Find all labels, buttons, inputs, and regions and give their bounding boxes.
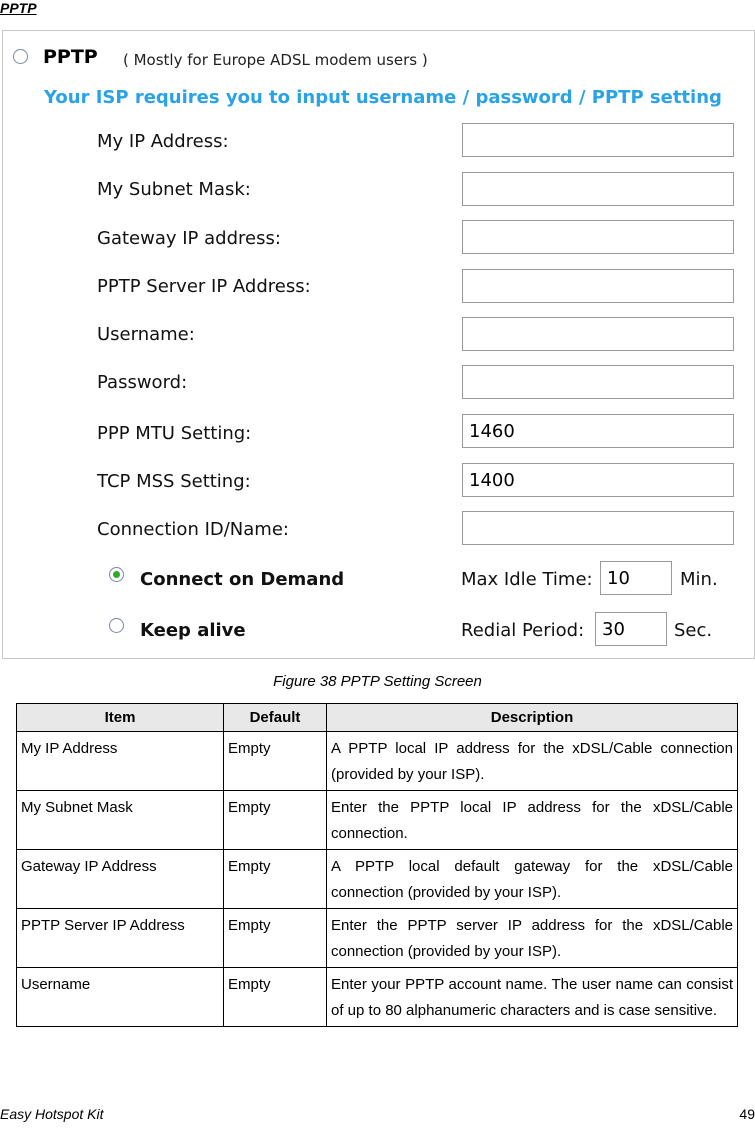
max-idle-time-unit: Min. [680, 569, 718, 590]
tcp-mss-input[interactable] [462, 463, 734, 497]
page-number: 49 [739, 1106, 755, 1122]
header-item: Item [17, 704, 224, 732]
row-default: Empty [224, 909, 327, 968]
table-row [17, 791, 738, 850]
row-item: My Subnet Mask [17, 791, 224, 850]
row-description: Enter the PPTP server IP address for the xDSL/Cable connection (provided by your ISP). [327, 909, 738, 968]
row-description: Enter the PPTP local IP address for the xDSL/Cable connection. [327, 791, 738, 850]
row-item: My IP Address [17, 732, 224, 791]
row-description: Enter your PPTP account name. The user name can consist of up to 80 alphanumeric characters and is case sensitive. [327, 968, 738, 1027]
keep-alive-label: Keep alive [140, 620, 246, 641]
tcp-mss-label: TCP MSS Setting: [97, 471, 251, 492]
username-input[interactable] [462, 317, 734, 351]
my-subnet-mask-input[interactable] [462, 172, 734, 206]
table-row [17, 909, 738, 968]
header-description: Description [327, 704, 738, 732]
settings-description-table [16, 703, 738, 1027]
password-label: Password: [97, 372, 188, 393]
row-default: Empty [224, 968, 327, 1027]
my-ip-address-input[interactable] [462, 123, 734, 157]
max-idle-time-label: Max Idle Time: [461, 569, 593, 590]
redial-period-input[interactable] [595, 612, 667, 646]
row-description: A PPTP local IP address for the xDSL/Cable connection (provided by your ISP). [327, 732, 738, 791]
redial-period-unit: Sec. [674, 620, 713, 641]
row-description: A PPTP local default gateway for the xDSL/Cable connection (provided by your ISP). [327, 850, 738, 909]
connect-on-demand-label: Connect on Demand [140, 569, 345, 590]
my-subnet-mask-label: My Subnet Mask: [97, 179, 251, 200]
row-default: Empty [224, 732, 327, 791]
section-title: PPTP [0, 0, 37, 16]
my-ip-address-label: My IP Address: [97, 131, 229, 152]
pptp-option-label: PPTP [43, 46, 98, 68]
gateway-ip-input[interactable] [462, 220, 734, 254]
ppp-mtu-input[interactable] [462, 414, 734, 448]
header-default: Default [224, 704, 327, 732]
footer-product-name: Easy Hotspot Kit [0, 1106, 104, 1122]
pptp-option-note: ( Mostly for Europe ADSL modem users ) [123, 51, 428, 69]
table-row [17, 850, 738, 909]
table-row [17, 968, 738, 1027]
connection-id-label: Connection ID/Name: [97, 519, 289, 540]
keep-alive-radio[interactable] [109, 618, 124, 633]
ppp-mtu-label: PPP MTU Setting: [97, 423, 252, 444]
row-default: Empty [224, 850, 327, 909]
connection-id-input[interactable] [462, 511, 734, 545]
redial-period-label: Redial Period: [461, 620, 585, 641]
row-default: Empty [224, 791, 327, 850]
table-row [17, 732, 738, 791]
pptp-settings-screenshot [2, 30, 755, 659]
isp-heading: Your ISP requires you to input username / password / PPTP setting [44, 87, 722, 108]
row-item: Username [17, 968, 224, 1027]
password-input[interactable] [462, 365, 734, 399]
figure-caption: Figure 38 PPTP Setting Screen [273, 673, 482, 690]
pptp-server-ip-label: PPTP Server IP Address: [97, 276, 311, 297]
max-idle-time-input[interactable] [600, 561, 672, 595]
connect-on-demand-radio[interactable] [109, 567, 124, 582]
row-item: Gateway IP Address [17, 850, 224, 909]
table-header-row [17, 704, 738, 732]
username-label: Username: [97, 324, 195, 345]
pptp-server-ip-input[interactable] [462, 269, 734, 303]
gateway-ip-label: Gateway IP address: [97, 228, 281, 249]
pptp-radio[interactable] [13, 49, 28, 64]
row-item: PPTP Server IP Address [17, 909, 224, 968]
